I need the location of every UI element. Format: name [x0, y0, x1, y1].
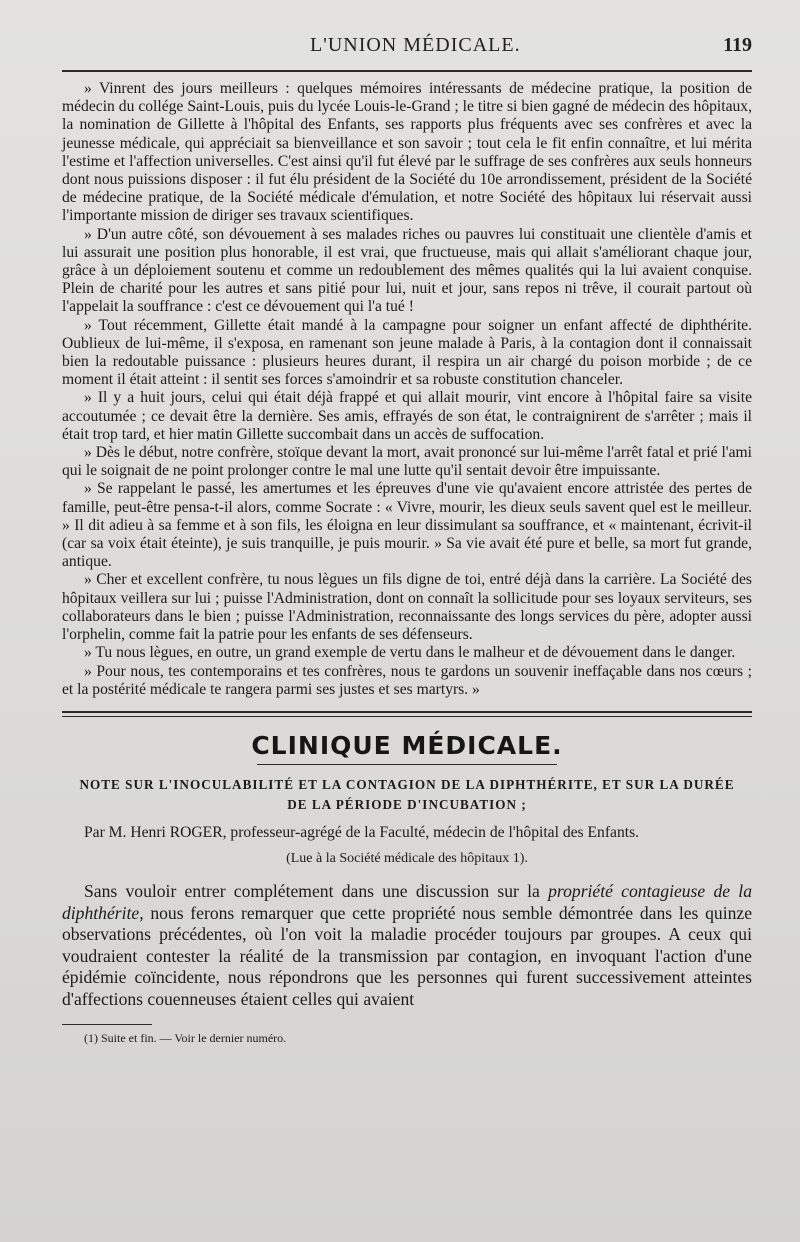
- paragraph: » Dès le début, notre confrère, stoïque devant la mort, avait prononcé sur lui-même l'arrêt fatal et prié l'ami qui le soignait de ne point prolonger contre le mal une lutte qu'il sentait devoir être impuissante.: [62, 444, 752, 480]
- paragraph: » Tout récemment, Gillette était mandé à la campagne pour soigner un enfant affecté de diphthérite. Oublieux de lui-même, il s'exposa, en ramenant son jeune malade à Paris, à la contagion dont il connaissait bien la redoutable puissance : plusieurs heures durant, il respira un air chargé du poison morbide ; de ce moment il était atteint : il sentit ses forces s'amoindrir et sa robuste constitution chanceler.: [62, 316, 752, 389]
- paragraph: » Il y a huit jours, celui qui était déjà frappé et qui allait mourir, vint encore à l'hôpital faire sa visite accoutumée ; ce devait être la dernière. Ses amis, effrayés de son état, le contraignirent de s'arrêter ; mais il était trop tard, et hier matin Gillette succombait dans un accès de suffocation.: [62, 389, 752, 443]
- paragraph: » Cher et excellent confrère, tu nous lègues un fils digne de toi, entré déjà dans la carrière. La Société des hôpitaux veillera sur lui ; puisse l'Administration, dont on connaît la sollicitude pour ses loyaux serviteurs, ses collaborateurs dans le bien ; puisse l'Administration, reconnaissante des longs services du père, adopter aussi l'orphelin, comme fait la patrie pour les enfants de ses défenseurs.: [62, 571, 752, 644]
- page-header: [62, 34, 752, 64]
- section-divider: [62, 711, 752, 717]
- article-title-line: NOTE SUR L'INOCULABILITÉ ET LA CONTAGION DE LA DIPHTHÉRITE, ET SUR LA DURÉE: [79, 776, 735, 792]
- eulogy-text: [62, 80, 752, 699]
- paragraph: » Tu nous lègues, en outre, un grand exemple de vertu dans le malheur et de dévouement dans le danger.: [84, 644, 736, 662]
- paragraph: » Pour nous, tes contemporains et tes confrères, nous te gardons un souvenir ineffaçable dans nos cœurs ; et la postérité médicale te rangera parmi ses justes et ses martyrs. »: [62, 662, 752, 698]
- header-rule: [62, 70, 752, 72]
- paragraph: » Vinrent des jours meilleurs : quelques mémoires intéressants de médecine pratique, la position de médecin du collége Saint-Louis, puis du lycée Louis-le-Grand ; le titre si bien gagné de médecin des hôpitaux, la nomination de Gillette à l'hôpital des Enfants, ses rapports plus fréquents avec ses confrères et avec la jeunesse médicale, qui appréciait sa bienveillance et son savoir ; tout cela le fit enfin connaître, et lui mérita l'estime et l'affection universelles. C'est ainsi qu'il fut élevé par le suffrage de ses confrères aux seuls honneurs dont nous puissions disposer : il fut élu président de la Société du 10e arrondissement, président de la Société de médecine pratique, de la Société médicale d'émulation, et notre Société des hôpitaux lui réservait aussi l'importante mission de diriger ses travaux scientifiques.: [62, 80, 752, 225]
- article-title-line: DE LA PÉRIODE D'INCUBATION ;: [287, 796, 527, 812]
- article-text-start: Sans vouloir entrer complétement dans une discussion sur la: [84, 880, 549, 901]
- footnote-rule: [62, 1024, 152, 1025]
- article-title: [62, 775, 752, 815]
- article-byline: Par M. Henri ROGER, professeur-agrégé de la Faculté, médecin de l'hôpital des Enfants.: [84, 823, 640, 841]
- running-title: L'UNION MÉDICALE.: [310, 34, 521, 56]
- read-note: (Lue à la Société médicale des hôpitaux 1).: [286, 850, 528, 866]
- section-title-rule: [257, 764, 557, 765]
- footnote: (1) Suite et fin. — Voir le dernier numéro.: [84, 1031, 287, 1046]
- article-text-italic: propriété contagieuse de la diphthérite,: [62, 880, 752, 923]
- article-text-end: nous ferons remarquer que cette propriété nous semble démontrée dans les quinze observations précédentes, où l'on voit la maladie procéder toujours par groupes. A ceux qui voudraient contester la réalité de la transmission par contagion, en invoquant l'action d'une épidémie coïncidente, nous répondrons que les personnes qui furent successivement atteintes d'affections couenneuses étaient celles qui avaient: [62, 902, 752, 1009]
- paragraph: » D'un autre côté, son dévouement à ses malades riches ou pauvres lui constituait une clientèle d'amis et lui assurait une position plus honorable, il est vrai, que fructueuse, mais qui allait s'améliorant chaque jour, grâce à un déploiement soutenu et comme un redoublement des mêmes qualités qui la lui avaient conquise. Plein de charité pour les autres et sans pitié pour lui, nuit et jour, sans repos ni trêve, il courait partout où l'appelait la souffrance : c'est ce dévouement qui l'a tué !: [62, 225, 752, 316]
- page-number: 119: [723, 34, 752, 56]
- section-title: CLINIQUE MÉDICALE.: [251, 730, 563, 760]
- article-paragraph: [62, 881, 752, 1011]
- paragraph: » Se rappelant le passé, les amertumes et les épreuves d'une vie qu'avaient encore attristée des pertes de famille, peut-être pensa-t-il alors, comme Socrate : « Vivre, mourir, les dieux seuls savent quel est le meilleur. » Il dit adieu à sa femme et à son fils, les éloigna en leur dissimulant sa souffrance, et « maintenant, écrivit-il (car sa voix était éteinte), je suis tranquille, je puis mourir. » Sa vie avait été pure et belle, sa mort fut grande, antique.: [62, 480, 752, 571]
